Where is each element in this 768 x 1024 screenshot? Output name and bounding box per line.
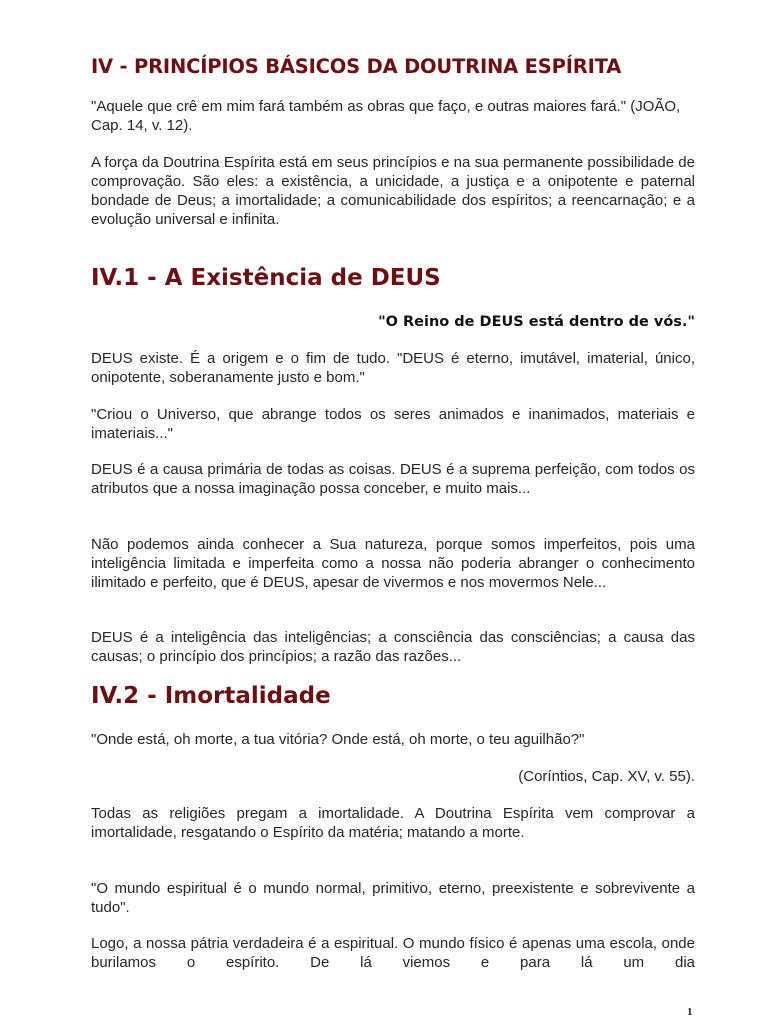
document-title: IV - PRINCÍPIOS BÁSICOS DA DOUTRINA ESPÍRITA — [91, 55, 622, 78]
section-quote: "Onde está, oh morte, a tua vitória? Onde está, oh morte, o teu aguilhão?" — [91, 731, 585, 748]
section-heading-existence: IV.1 - A Existência de DEUS — [91, 265, 441, 291]
paragraph: Todas as religiões pregam a imortalidade. A Doutrina Espírita vem comprovar a imortalidade, resgatando o Espírito da matéria; matando a morte. — [91, 805, 695, 841]
paragraph: "O mundo espiritual é o mundo normal, primitivo, eterno, preexistente e sobrevivente a tudo". — [91, 880, 695, 916]
intro-quote: "Aquele que crê em mim fará também as obras que faço, e outras maiores fará." (JOÃO, Cap. 14, v. 12). — [91, 98, 681, 134]
section-epigraph: "O Reino de DEUS está dentro de vós." — [378, 314, 695, 330]
paragraph: DEUS é a causa primária de todas as coisas. DEUS é a suprema perfeição, com todos os atributos que a nossa imaginação possa conceber, e muito mais... — [91, 461, 695, 497]
paragraph: DEUS existe. É a origem e o fim de tudo. "DEUS é eterno, imutável, imaterial, único, onipotente, soberanamente justo e bom." — [91, 350, 695, 386]
paragraph: "Criou o Universo, que abrange todos os seres animados e inanimados, materiais e imateriais..." — [91, 406, 695, 442]
intro-paragraph: A força da Doutrina Espírita está em seus princípios e na sua permanente possibilidade de comprovação. São eles: a existência, a unicidade, a justiça e a onipotente e paternal bondade de Deus; a imortalidade; a comunicabilidade dos espíritos; a reencarnação; e a evolução universal e infinita. — [91, 154, 695, 228]
quote-citation: (Coríntios, Cap. XV, v. 55). — [518, 768, 695, 785]
paragraph: Não podemos ainda conhecer a Sua natureza, porque somos imperfeitos, pois uma inteligência limitada e imperfeita como a nossa não poderia abranger o conhecimento ilimitado e perfeito, que é DEUS, apesar de vivermos e nos movermos Nele... — [91, 536, 695, 591]
paragraph: Logo, a nossa pátria verdadeira é a espiritual. O mundo físico é apenas uma escola, onde burilamos o espírito. De lá viemos e para lá um dia — [91, 935, 695, 971]
section-heading-immortality: IV.2 - Imortalidade — [91, 683, 331, 709]
paragraph: DEUS é a inteligência das inteligências; a consciência das consciências; a causa das causas; o princípio dos princípios; a razão das razões... — [91, 629, 695, 665]
page-number: 1 — [687, 1006, 693, 1018]
